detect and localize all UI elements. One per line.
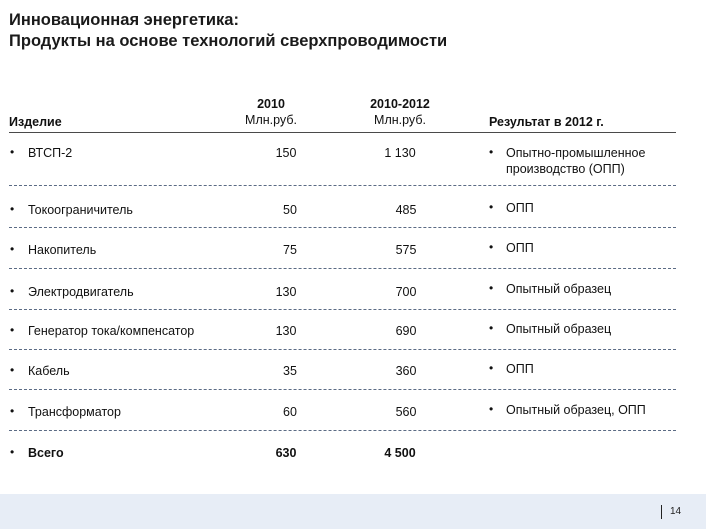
bullet-icon: • — [489, 361, 494, 375]
row-divider — [9, 268, 676, 269]
page-number: 14 — [670, 506, 682, 517]
row-divider — [9, 185, 676, 186]
value-2010-2012: 700 — [395, 285, 417, 299]
bullet-icon: • — [10, 145, 15, 159]
product-name: Накопитель — [28, 243, 97, 257]
total-2010: 630 — [275, 446, 297, 460]
header-divider — [9, 132, 676, 133]
title-line-2: Продукты на основе технологий сверхпроводимости — [9, 32, 448, 50]
bullet-icon: • — [10, 323, 15, 337]
product-name: Электродвигатель — [28, 285, 134, 299]
total-label: Всего — [28, 446, 64, 460]
value-2010: 50 — [283, 203, 297, 217]
bullet-icon: • — [489, 200, 494, 214]
bullet-icon: • — [10, 445, 15, 459]
row-divider — [9, 389, 676, 390]
result-text: ОПП — [506, 241, 534, 255]
value-2010: 75 — [283, 243, 297, 257]
page-title — [9, 10, 447, 52]
header-2010-2012: 2010-2012 Млн.руб. — [370, 97, 430, 127]
product-name: ВТСП-2 — [28, 146, 73, 160]
product-name: Токоограничитель — [28, 203, 133, 217]
result-text: Опытный образец — [506, 282, 612, 296]
product-name: Трансформатор — [28, 405, 121, 419]
value-2010: 60 — [283, 405, 297, 419]
value-2010-2012: 1 130 — [384, 146, 416, 160]
bullet-icon: • — [489, 281, 494, 295]
product-name: Генератор тока/компенсатор — [28, 324, 195, 338]
value-2010-2012: 485 — [395, 203, 417, 217]
value-2010: 35 — [283, 364, 297, 378]
footer-divider — [661, 505, 662, 519]
bullet-icon: • — [10, 202, 15, 216]
table-header — [0, 88, 706, 132]
header-product: Изделие — [9, 115, 62, 129]
row-divider — [9, 227, 676, 228]
result-text: Опытный образец — [506, 322, 612, 336]
value-2010: 150 — [275, 146, 297, 160]
value-2010-2012: 690 — [395, 324, 417, 338]
bullet-icon: • — [10, 242, 15, 256]
header-2010: 2010 Млн.руб. — [245, 97, 297, 127]
value-2010: 130 — [275, 285, 297, 299]
bullet-icon: • — [489, 321, 494, 335]
result-text: Опытный образец, ОПП — [506, 403, 646, 417]
title-line-1: Инновационная энергетика: — [9, 11, 239, 29]
bullet-icon: • — [10, 404, 15, 418]
value-2010-2012: 360 — [395, 364, 417, 378]
result-text: Опытно-промышленное — [506, 146, 646, 160]
row-divider — [9, 309, 676, 310]
bullet-icon: • — [489, 240, 494, 254]
total-2010-2012: 4 500 — [384, 446, 416, 460]
value-2010: 130 — [275, 324, 297, 338]
header-result: Результат в 2012 г. — [489, 115, 604, 129]
result-text: ОПП — [506, 362, 534, 376]
bullet-icon: • — [489, 402, 494, 416]
row-divider — [9, 349, 676, 350]
result-text-line-2: производство (ОПП) — [506, 162, 625, 176]
value-2010-2012: 560 — [395, 405, 417, 419]
row-divider — [9, 430, 676, 431]
product-name: Кабель — [28, 364, 70, 378]
value-2010-2012: 575 — [395, 243, 417, 257]
bullet-icon: • — [10, 363, 15, 377]
bullet-icon: • — [489, 145, 494, 159]
bullet-icon: • — [10, 284, 15, 298]
footer-band — [0, 494, 706, 529]
result-text: ОПП — [506, 201, 534, 215]
